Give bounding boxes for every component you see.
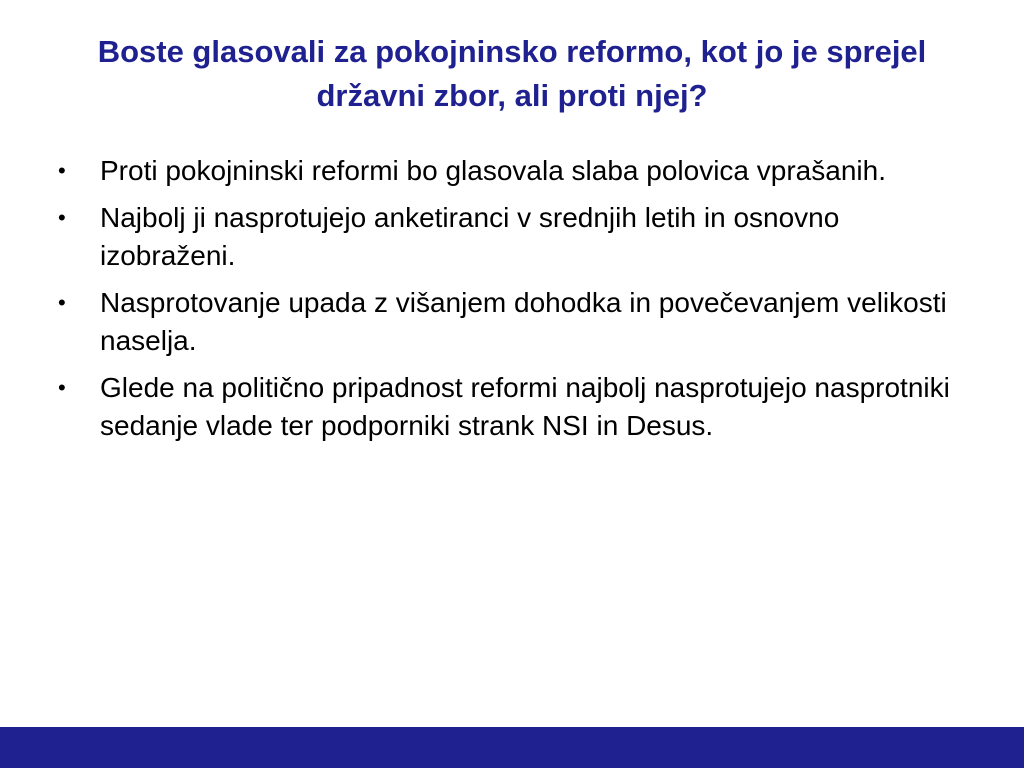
bullet-dot-icon: •: [58, 205, 66, 230]
bullet-text: Najbolj ji nasprotujejo anketiranci v srednjih letih in osnovno izobraženi.: [100, 202, 840, 271]
bullet-dot-icon: •: [58, 158, 66, 183]
footer-bar: [0, 727, 1024, 768]
bullet-item: [58, 199, 978, 275]
bullet-text: Nasprotovanje upada z višanjem dohodka in povečevanjem velikosti naselja.: [100, 287, 947, 356]
bullet-dot-icon: •: [58, 290, 66, 315]
bullet-item: [58, 369, 978, 445]
bullet-dot-icon: •: [58, 375, 66, 400]
bullet-text: Glede na politično pripadnost reformi najbolj nasprotujejo nasprotniki sedanje vlade ter podporniki strank NSI in Desus.: [100, 372, 950, 441]
bullet-list: [58, 152, 978, 454]
slide-title: Boste glasovali za pokojninsko reformo, kot jo je sprejel državni zbor, ali proti njej?: [97, 34, 927, 113]
bullet-item: [58, 152, 978, 190]
bullet-text: Proti pokojninski reformi bo glasovala slaba polovica vprašanih.: [100, 155, 886, 186]
bullet-item: [58, 284, 978, 360]
